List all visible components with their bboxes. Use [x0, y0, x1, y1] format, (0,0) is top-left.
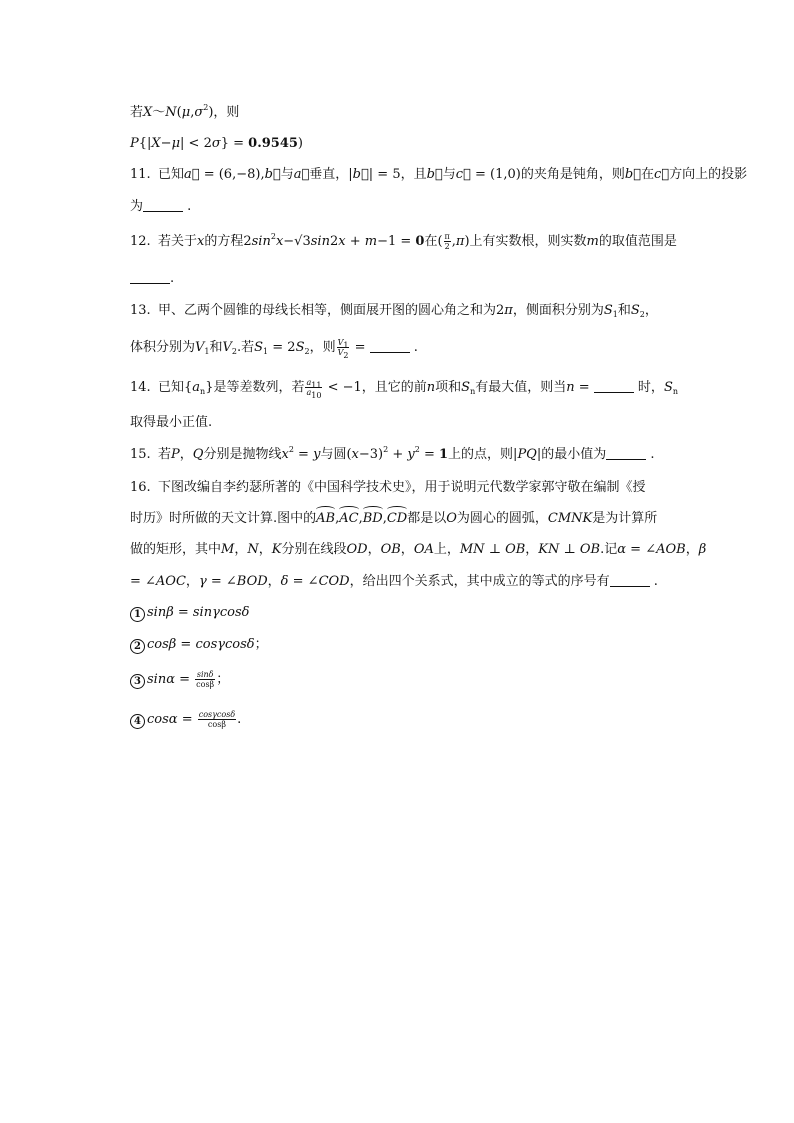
q16-line-2: 时历》时所做的天文计算.图中的AB,AC,BD,CD都是以O为圆心的圆弧，CMNK是为计算所: [130, 511, 658, 526]
q11-line-1: 11. 已知a⃗ = (6,−8),b⃗与a⃗垂直，|b⃗| = 5，且b⃗与c⃗ = (1,0)的夹角是钝角，则b⃗在c⃗方向上的投影: [130, 167, 748, 182]
q16-option-1: 1 sinβ = sinγcosδ: [130, 604, 249, 622]
q16-line-1: 16. 下图改编自李约瑟所著的《中国科学技术史》，用于说明元代数学家郭守敬在编制《授: [130, 480, 646, 495]
q13-line-1: 13. 甲、乙两个圆锥的母线长相等，侧面展开图的圆心角之和为2π，侧面积分别为$S_1$和$S_2$，: [130, 303, 658, 319]
normal-line-2: P{|X−μ| < 2σ} = 0.9545): [130, 136, 303, 151]
q12-answer-blank[interactable]: [130, 271, 170, 284]
q15-answer-blank[interactable]: [606, 447, 646, 460]
q15-line-1: 15. 若P，Q分别是抛物线$x^2 = y$与圆$(x-3)^2 + y^2 = 1$上的点，则|PQ|的最小值为 .: [130, 445, 655, 462]
q11-answer-blank[interactable]: [143, 199, 183, 212]
q16-answer-blank[interactable]: [610, 574, 650, 587]
q16-option-2: 2 cosβ = cosγcosδ；: [130, 636, 268, 654]
normal-line-1: 若$X\sim N(\mu,\sigma^2)$，则: [130, 103, 240, 120]
q14-answer-blank[interactable]: [594, 380, 634, 393]
q11-number: 11.: [130, 167, 151, 182]
q14-line-2: 取得最小正值.: [130, 415, 213, 430]
q14-line-1: 14. 已知$\{a_n\}$是等差数列，若 $\frac{a_{11}}{a_{10}}$ < −1，且它的前n项和$S_n$有最大值，则当n = 时，$S_n$: [130, 378, 678, 400]
q12-line-2: .: [130, 270, 174, 288]
q15-number: 15.: [130, 447, 151, 462]
q14-number: 14.: [130, 380, 151, 395]
q16-line-3: 做的矩形，其中M，N，K分别在线段OD，OB，OA上，MN ⊥ OB，KN ⊥ OB.记α = ∠AOB，β: [130, 542, 707, 557]
q16-option-4: 4 cosα = $\frac{\cos\gamma\cos\delta}{\cos\beta}$ .: [130, 710, 241, 729]
q12-line-1: 12. 若关于x的方程$2\sin^2x-√3\sin 2x + m-1 = 0$在( $\frac{\pi}{2}$ ,π)上有实数根，则实数m的取值范围是: [130, 232, 677, 251]
q16-line-4: = ∠AOC，γ = ∠BOD，δ = ∠COD，给出四个关系式，其中成立的等式的序号有 .: [130, 574, 658, 589]
q12-number: 12.: [130, 234, 151, 249]
q11-line-2: 为 .: [130, 199, 192, 214]
q13-number: 13.: [130, 303, 151, 318]
q16-number: 16.: [130, 480, 151, 495]
q13-answer-blank[interactable]: [370, 340, 410, 353]
q13-line-2: 体积分别为$V_1$和$V_2$.若$S_1 = 2S_2$，则 $\frac{V_1}{V_2}$ = .: [130, 338, 418, 360]
q16-option-3: 3 sinα = $\frac{\sin\delta}{\cos\beta}$ ；: [130, 670, 229, 689]
